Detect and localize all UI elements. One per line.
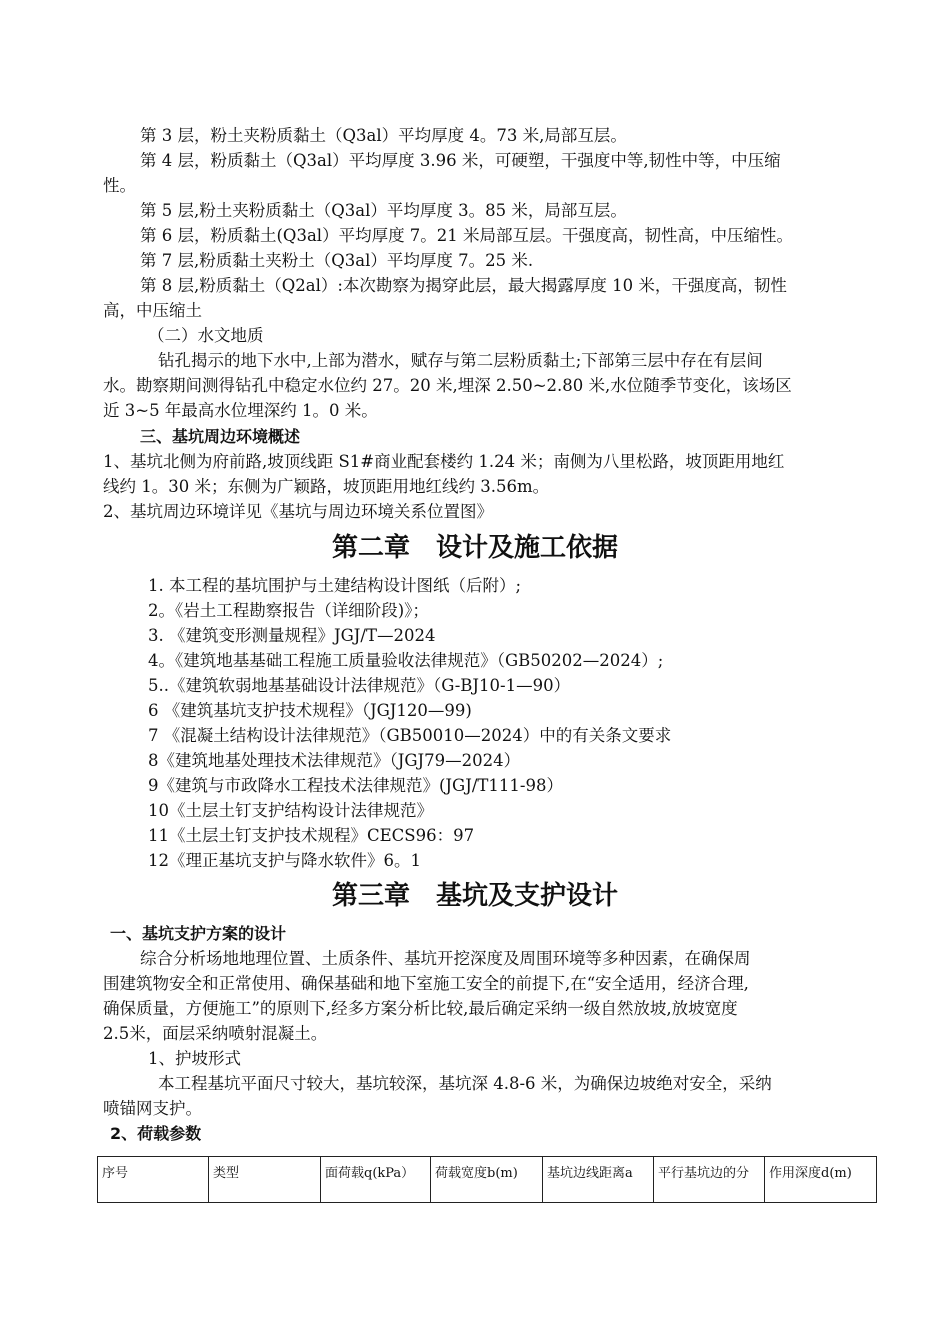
basis-item: 6 《建筑基坑支护技术规程》（JGJ120—99) <box>148 701 472 720</box>
environment-para-2: 2、基坑周边环境详见《基坑与周边环境关系位置图》 <box>103 502 493 521</box>
load-params-heading: 2、荷载参数 <box>110 1124 202 1143</box>
basis-item: 8《建筑地基处理技术法律规范》（JGJ79—2024） <box>148 751 521 770</box>
layer-5-text: 第 5 层,粉土夹粉质黏土（Q3al）平均厚度 3。85 米，局部互层。 <box>140 201 627 220</box>
slope-form-para: 喷锚网支护。 <box>103 1099 202 1118</box>
table-header-cell: 基坑边线距离a <box>543 1157 654 1203</box>
basis-item: 11《土层土钉支护技术规程》CECS96：97 <box>148 826 475 845</box>
layer-8-text-cont: 高，中压缩土 <box>103 301 202 320</box>
hydrogeology-para-1: 钻孔揭示的地下水中,上部为潜水，赋存与第二层粉质黏土;下部第三层中存在有层间 <box>158 351 763 370</box>
slope-form-para: 本工程基坑平面尺寸较大，基坑较深，基坑深 4.8-6 米，为确保边坡绝对安全，采纳 <box>158 1074 772 1093</box>
basis-item: 12《理正基坑支护与降水软件》6。1 <box>148 851 421 870</box>
hydrogeology-heading: （二）水文地质 <box>148 326 264 345</box>
support-design-para: 综合分析场地地理位置、土质条件、基坑开挖深度及周围环境等多种因素，在确保周 <box>140 949 751 968</box>
layer-7-text: 第 7 层,粉质黏土夹粉土（Q3al）平均厚度 7。25 米. <box>140 251 534 270</box>
basis-item: 4。《建筑地基基础工程施工质量验收法律规范》（GB50202—2024）; <box>148 651 664 670</box>
table-header-cell: 类型 <box>209 1157 321 1203</box>
basis-item: 1. 本工程的基坑围护与土建结构设计图纸（后附）; <box>148 576 522 595</box>
table-header-cell: 作用深度d(m) <box>765 1157 877 1203</box>
table-header-cell: 平行基坑边的分 <box>654 1157 765 1203</box>
layer-3-text: 第 3 层，粉土夹粉质黏土（Q3al）平均厚度 4。73 米,局部互层。 <box>140 126 627 145</box>
environment-para-1-cont: 线约 1。30 米；东侧为广颖路，坡顶距用地红线约 3.56m。 <box>103 477 550 496</box>
slope-form-heading: 1、护坡形式 <box>148 1049 241 1068</box>
support-design-heading: 一、基坑支护方案的设计 <box>110 924 287 943</box>
hydrogeology-para-2: 水。勘察期间测得钻孔中稳定水位约 27。20 米,埋深 2.50~2.80 米,水位随季节变化，该场区 <box>103 376 792 395</box>
basis-item: 5..《建筑软弱地基基础设计法律规范》（G-BJ10-1—90） <box>148 676 571 695</box>
table-header-cell: 面荷载q(kPa） <box>321 1157 431 1203</box>
support-design-para: 围建筑物安全和正常使用、确保基础和地下室施工安全的前提下,在“安全适用，经济合理, <box>103 974 749 993</box>
basis-item: 3. 《建筑变形测量规程》JGJ/T—2024 <box>148 626 436 645</box>
environment-heading: 三、基坑周边环境概述 <box>140 427 301 446</box>
table-header-cell: 序号 <box>98 1157 209 1203</box>
basis-item: 7 《混凝土结构设计法律规范》（GB50010—2024）中的有关条文要求 <box>148 726 672 745</box>
hydrogeology-para-3: 近 3~5 年最高水位埋深约 1。0 米。 <box>103 401 378 420</box>
layer-4-text: 第 4 层，粉质黏土（Q3al）平均厚度 3.96 米，可硬塑，干强度中等,韧性中等，中压缩 <box>140 151 781 170</box>
basis-item: 9《建筑与市政降水工程技术法律规范》(JGJ/T111-98） <box>148 776 563 795</box>
load-parameters-table <box>97 1156 877 1203</box>
basis-item: 10《土层土钉支护结构设计法律规范》 <box>148 801 433 820</box>
layer-4-text-cont: 性。 <box>103 176 136 195</box>
layer-6-text: 第 6 层，粉质黏土(Q3al）平均厚度 7。21 米局部互层。干强度高，韧性高，中压缩性。 <box>140 226 794 245</box>
chapter-2-title: 第二章 设计及施工依据 <box>331 533 618 563</box>
basis-item: 2。《岩土工程勘察报告（详细阶段)》； <box>148 601 429 620</box>
chapter-3-title: 第三章 基坑及支护设计 <box>331 881 618 911</box>
layer-8-text: 第 8 层,粉质黏土（Q2al）:本次勘察为揭穿此层，最大揭露厚度 10 米，干强度高，韧性 <box>140 276 787 295</box>
environment-para-1: 1、基坑北侧为府前路,坡顶线距 S1#商业配套楼约 1.24 米；南侧为八里松路，坡顶距用地红 <box>103 452 785 471</box>
support-design-para: 确保质量，方便施工”的原则下,经多方案分析比较,最后确定采纳一级自然放坡,放坡宽度 <box>103 999 738 1018</box>
table-header-row <box>98 1157 877 1203</box>
support-design-para: 2.5米，面层采纳喷射混凝土。 <box>103 1024 328 1043</box>
table-header-cell: 荷载宽度b(m) <box>431 1157 543 1203</box>
